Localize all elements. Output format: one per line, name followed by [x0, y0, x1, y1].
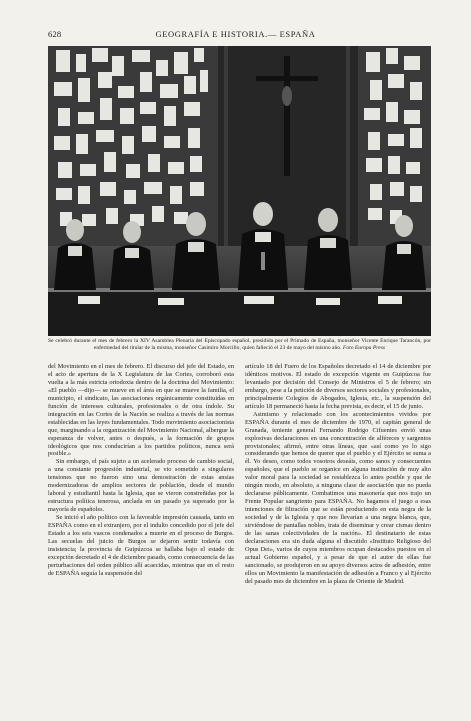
paragraph: Asimismo y relacionado con los acontecimientos vividos por ESPAÑA durante el mes de diciembre de 1970, el capitán general de Granada, teniente general Fernando Rodrigo Cifuentes envió unas explosivas declaraciones en una concentración de alféreces y sargentos provisionales; afirmó, entre otras líneas, que «así como yo lo sigo considerando que hemos de querer que el pueblo y el Ejército se suma a él. Yo deseo, como todos vosotros deseáis, como sanos y consecuentes españoles, que el pueblo se organice en alguna institución de muy alto valor moral para la sociedad se restablezca lo antes posible y que de ningún modo, en absoluto, a ninguna clase de asociación que no pueda declararse públicamente. Combatimos una masonería que nos trajo un Frente Popular sangriento para ESPAÑA. No hagamos el juego a esas intenciones de filtración que se están produciendo en esta negra de la sociedad y de la Iglesia y que nos llevarían a una negra blanca, que, sirviéndose de pantallas nobles, trata de diseminar y crear cismas dentro de las sanas colectividades de la nación». El destinatario de estas declaraciones era sin duda alguna el discutido «Instituto Religioso del Opus Dei», varios de cuyos miembros ocupan destacados puestos en el actual Gobierno español, y a pesar de que el autor de ellas fue sancionado, se produjeron en su apoyo diversos actos de adhesión, entre ellos un Movimiento la manifestación de adhesión a Franco y al Ejército del pasado mes de diciembre en la plaza de Oriente de Madrid.: [245, 410, 431, 585]
paragraph: Se inició el año político con la favorable impresión causada, tanto en ESPAÑA como en el extranjero, por el indulto concedido por el jefe del Estado a los seis vascos condenados a muerte en el proceso de Burgos. Las secuelas del juicio de Burgos se dejaron sentir todavía con insistencia; la provincia de Guipúzcoa se hallaba bajo el estado de excepción decretado el 4 de diciembre pasado, como consecuencia de las perturbaciones del orden público allí acaecidas, mientras que en el resto de ESPAÑA seguía la suspensión del: [48, 514, 234, 577]
page-number: 628: [48, 29, 62, 39]
photo-credit: Foto Europa Press: [342, 345, 386, 352]
caption-text: Se celebró durante el mes de febrero la XIV Asamblea Plenaria del Episcopado español, presidida por el Primado de España, monseñor Vicente Enrique Tarancón, por enfermedad del titular de la misma, monseñor Casimiro Morcillo, quien falleció el 23 de mayo del mismo año.: [48, 338, 431, 352]
running-head: GEOGRAFÍA E HISTORIA.— ESPAÑA: [155, 29, 316, 39]
paragraph: Sin embargo, el país sujeto a un acelerado proceso de cambio social, a una constante progresión industrial, se vio sometido a singulares tensiones que no fueron sino una demostración de estas ansias modernizadoras de amplios sectores de población, desde el mundo laboral y estudiantil hasta la Iglesia, que se vieron constreñidas por la estructura política tenerosa, anclada en un pasado ya superado por la mayoría de españoles.: [48, 458, 234, 514]
photograph-bishops-assembly: [48, 46, 431, 336]
paragraph: del Movimiento en el mes de febrero. El discurso del jefe del Estado, en el acto de apertura de la X Legislatura de las Cortes, corroboró esta vuelta a la más estricta ortodoxia dentro de la doctrina del Movimiento: «El pueblo —dijo— se mueve en el área en que se mueve la familia, el municipio, el sindicato, las asociaciones orgánicamente constituidas en función de intereses culturales, profesionales o de otra índole. Su integración en las Cortes de la Nación se realiza a través de las normas establecidas en las leyes fundamentales. Todo movimiento asociacionista que, marginando a la organización del Movimiento Nacional, albergue la esperanza de volver, antes o después, a la formación de grupos ideológicos que nos conducirían a los partidos políticos, nunca será posible.»: [48, 363, 234, 458]
right-column: [245, 363, 431, 685]
photo-caption: [48, 338, 431, 352]
photograph-illustration: [48, 46, 431, 336]
paragraph: artículo 18 del Fuero de los Españoles decretado el 14 de diciembre por idénticos motivos. El estado de excepción vigente en Guipúzcoa fue levantado por decisión del Consejo de Ministros el 5 de febrero; sin embargo, pese a la petición de diversos sectores sociales y profesionales, principalmente Colegios de Abogados, Iglesia, etc., la suspensión del artículo 18 permaneció hasta la fecha prevista, es decir, el 15 de junio.: [245, 363, 431, 410]
left-column: [48, 363, 234, 685]
article-body: [48, 363, 431, 685]
